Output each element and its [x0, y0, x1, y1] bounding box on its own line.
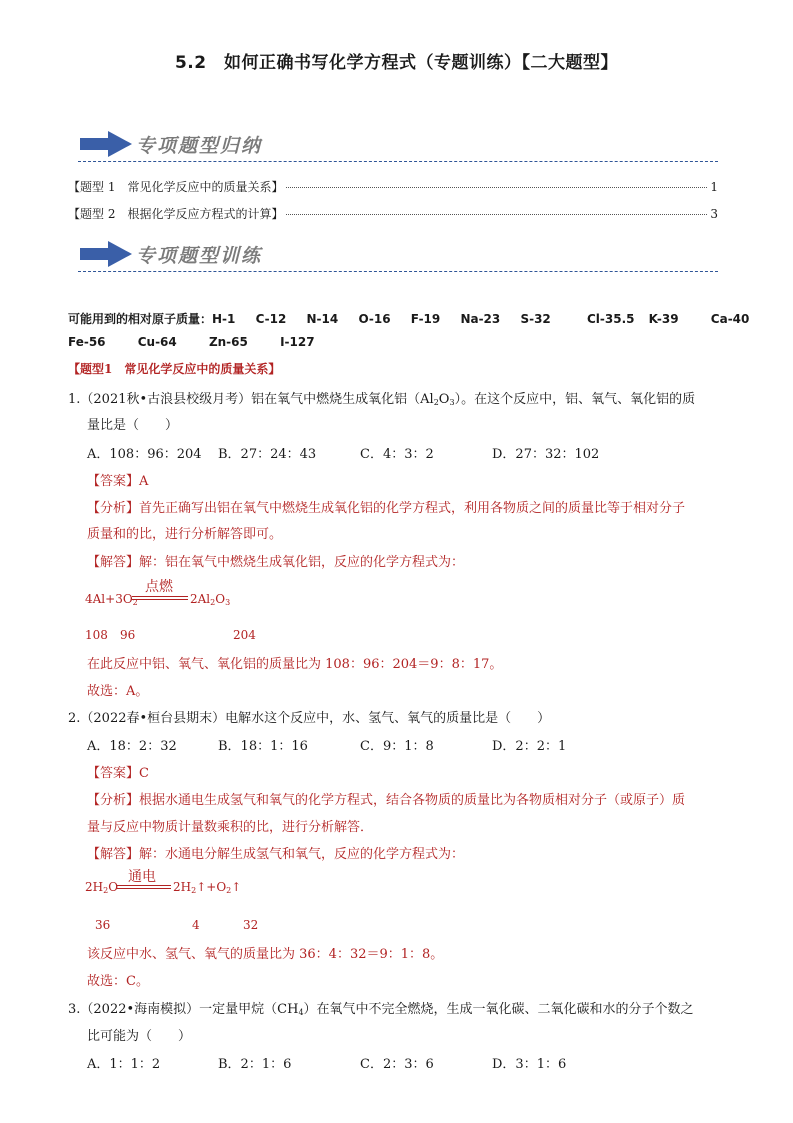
analysis-1-line-1: 【分析】首先正确写出铝在氧气中燃烧生成氧化铝的化学方程式，利用各物质之间的质量比等于相对分子 — [87, 501, 686, 516]
banner-divider — [78, 271, 718, 272]
toc-item-2[interactable] — [68, 205, 718, 222]
mass-item: Na-23 — [460, 312, 501, 326]
mass-item: C-12 — [255, 312, 287, 326]
equation-1-condition: 点燃 — [145, 579, 173, 595]
option-b[interactable]: B．18：1：16 — [218, 739, 308, 754]
equation-1-right: $2Al_2O_3$ — [190, 592, 231, 607]
mass-value-1: 36 — [95, 918, 111, 932]
toc-item-label: 【题型 1 常见化学反应中的质量关系】 — [68, 180, 284, 194]
mass-item: K-39 — [648, 312, 679, 326]
mass-item: Cl-35.5 — [586, 312, 635, 326]
option-a[interactable]: A．18：2：32 — [87, 739, 177, 754]
banner-divider — [78, 161, 718, 162]
mass-value-3: 32 — [243, 918, 259, 932]
equation-1-arrow-line-top — [132, 596, 188, 597]
question-1-line-2: 量比是（ ） — [87, 418, 179, 433]
arrow-icon — [80, 131, 132, 157]
ratio-2: 该反应中水、氢气、氧气的质量比为 36：4：32＝9：1：8。 — [87, 947, 444, 962]
option-c[interactable]: C．2：3：6 — [360, 1057, 434, 1072]
page-title: 5.2 如何正确书写化学方程式（专题训练）【二大题型】 — [174, 53, 619, 73]
mass-item: O-16 — [358, 312, 391, 326]
mass-value-2: 96 — [120, 628, 136, 642]
option-d[interactable]: D．27：32：102 — [492, 447, 600, 462]
equation-2-arrow-line-top — [117, 885, 171, 886]
mass-item: 可能用到的相对原子质量：H-1 — [68, 312, 236, 326]
option-b[interactable]: B．27：24：43 — [218, 447, 317, 462]
mass-item: Fe-56 — [68, 335, 106, 349]
analysis-2-line-1: 【分析】根据水通电生成氢气和氧气的化学方程式，结合各物质的质量比为各物质相对分子（或原子）质 — [87, 793, 686, 808]
mass-item: F-19 — [410, 312, 441, 326]
choose-2: 故选：C。 — [87, 974, 149, 989]
section-banner-training — [78, 238, 718, 272]
mass-value-1: 108 — [85, 628, 108, 642]
toc-item-page: 1 — [710, 180, 718, 194]
banner-summary-text: 专项题型归纳 — [136, 135, 263, 157]
arrow-icon — [80, 241, 132, 267]
answer-2: 【答案】C — [87, 766, 149, 781]
analysis-1-line-2: 质量和的比，进行分析解答即可。 — [87, 527, 283, 542]
solution-2: 【解答】解：水通电分解生成氢气和氧气，反应的化学方程式为： — [87, 847, 465, 862]
toc-leader-dots — [286, 214, 707, 215]
question-3-line-1: 3.（2022•海南模拟）一定量甲烷$(CH_4)$在氧气中不完全燃烧，生成一氧化碳、二氧化碳和水的分子个数之 — [68, 1002, 694, 1017]
question-1-line-1: 1.（2021秋•古浪县校级月考）铝在氧气中燃烧生成氧化铝$(Al_2O_3)$。在这个反应中，铝、氧气、氧化铝的质 — [68, 392, 696, 407]
question-2-line-1: 2.（2022春•桓台县期末）电解水这个反应中，水、氢气、氧气的质量比是（ ） — [68, 711, 551, 726]
atomic-mass-line-2 — [68, 335, 315, 349]
option-a[interactable]: A．108：96：204 — [87, 447, 202, 462]
equation-2-arrow-line-bottom — [117, 888, 171, 889]
atomic-mass-line-1 — [68, 310, 749, 327]
option-c[interactable]: C．4：3：2 — [360, 447, 434, 462]
banner-training-text: 专项题型训练 — [136, 245, 263, 267]
mass-value-2: 4 — [192, 918, 200, 932]
section-heading-type1: 【题型1 常见化学反应中的质量关系】 — [68, 362, 281, 376]
choose-1: 故选：A。 — [87, 684, 149, 699]
toc-item-1[interactable] — [68, 178, 718, 195]
mass-item: Ca-40 — [710, 312, 750, 326]
equation-2-left: $2H_2O$ — [85, 880, 119, 895]
equation-2-condition: 通电 — [128, 869, 156, 885]
toc-item-page: 3 — [710, 207, 718, 221]
mass-item: S-32 — [520, 312, 551, 326]
analysis-2-line-2: 量与反应中物质计量数乘积的比，进行分析解答． — [87, 820, 374, 835]
option-b[interactable]: B．2：1：6 — [218, 1057, 292, 1072]
option-c[interactable]: C．9：1：8 — [360, 739, 434, 754]
equation-2-right: $2H_2↑+O_2↑$ — [173, 880, 242, 895]
toc-item-label: 【题型 2 根据化学反应方程式的计算】 — [68, 207, 284, 221]
mass-item: Zn-65 — [208, 335, 248, 349]
ratio-1: 在此反应中铝、氧气、氧化铝的质量比为 108：96：204＝9：8：17。 — [87, 657, 503, 672]
mass-item: N-14 — [306, 312, 339, 326]
question-3-line-2: 比可能为（ ） — [87, 1029, 192, 1044]
solution-1: 【解答】解：铝在氧气中燃烧生成氧化铝，反应的化学方程式为： — [87, 555, 465, 570]
mass-item: I-127 — [280, 335, 315, 349]
toc-leader-dots — [286, 187, 707, 188]
section-banner-summary — [78, 128, 718, 162]
option-d[interactable]: D．2：2：1 — [492, 739, 567, 754]
option-a[interactable]: A．1：1：2 — [87, 1057, 161, 1072]
mass-item: Cu-64 — [137, 335, 177, 349]
mass-value-3: 204 — [233, 628, 256, 642]
option-d[interactable]: D．3：1：6 — [492, 1057, 567, 1072]
answer-1: 【答案】A — [87, 474, 149, 489]
equation-1-arrow-line-bottom — [132, 599, 188, 600]
equation-1-left: $4Al+3O_2$ — [85, 592, 138, 607]
